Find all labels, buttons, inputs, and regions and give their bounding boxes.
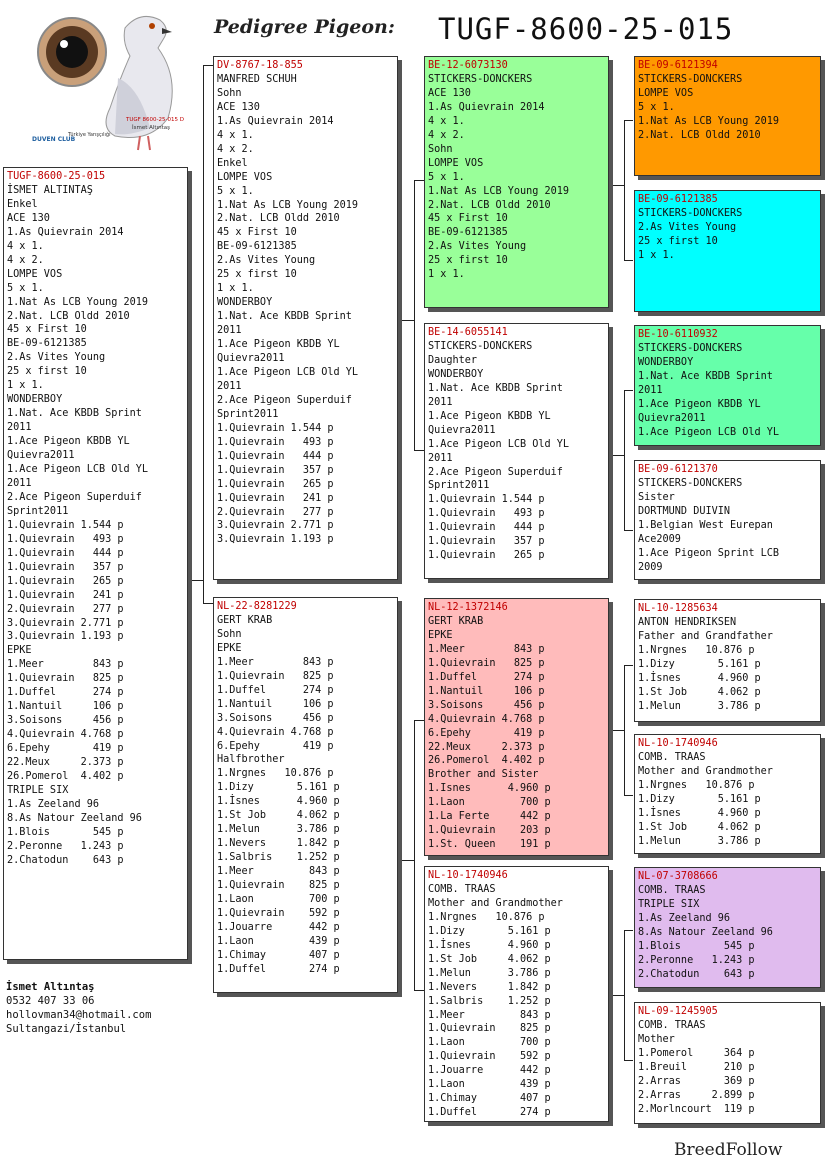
pedigree-line: 2011 [217, 380, 242, 392]
pedigree-line: 1.Ace Pigeon LCB Old YL [7, 464, 149, 476]
ring-number: BE-12-6073130 [428, 60, 508, 71]
pedigree-line: 2.As Vites Young [638, 221, 737, 233]
pedigree-line: WONDERBOY [217, 297, 273, 309]
owner-contact [6, 980, 151, 1036]
ring-number: NL-09-1245905 [638, 1006, 718, 1017]
pedigree-line: 1.Pomerol 364 p [638, 1047, 755, 1059]
connector [203, 65, 204, 581]
pedigree-line: 2.Nat. LCB Oldd 2010 [217, 213, 340, 225]
connector [612, 185, 624, 186]
pedigree-line: 1.As Quievrain 2014 [7, 226, 124, 238]
pedigree-line: Enkel [217, 157, 248, 169]
pedigree-line: 1.St Job 4.062 p [638, 686, 761, 698]
connector [612, 995, 624, 996]
pedigree-line: 3.Quievrain 1.193 p [217, 534, 334, 546]
pedigree-card-sds [634, 325, 821, 446]
pedigree-line: 1.Duffel 274 p [428, 671, 545, 683]
pedigree-line: 1.İsnes 4.960 p [638, 672, 761, 684]
pedigree-card-ddd [634, 1002, 821, 1124]
pedigree-line: 4 x 2. [7, 254, 44, 266]
pedigree-line: 2.Nat. LCB Oldd 2010 [638, 129, 761, 141]
pedigree-line: 1.Quievrain 1.544 p [217, 422, 334, 434]
pedigree-line: Sprint2011 [217, 408, 279, 420]
pedigree-line: 1.Quievrain 1.544 p [7, 519, 124, 531]
pedigree-line: 1.St Job 4.062 p [217, 810, 340, 822]
pedigree-line: Sprint2011 [428, 480, 490, 492]
pedigree-line: DORTMUND DUIVIN [638, 505, 731, 517]
connector [624, 260, 633, 261]
pedigree-line: 2.Arras 369 p [638, 1075, 755, 1087]
pedigree-line: 5 x 1. [7, 282, 44, 294]
pedigree-line: 1.Nrgnes 10.876 p [428, 911, 545, 923]
pedigree-line: 2.As Vites Young [428, 241, 527, 253]
pedigree-line: 1.Dizy 5.161 p [217, 782, 340, 794]
pedigree-line: 1.Ace Pigeon KBDB YL [428, 410, 551, 422]
connector [624, 930, 633, 931]
pedigree-line: 2.Nat. LCB Oldd 2010 [428, 199, 551, 211]
pedigree-card-dam-sire [424, 598, 609, 856]
pedigree-line: 1 x 1. [217, 283, 254, 295]
pedigree-line: 1.Isnes 4.960 p [428, 783, 551, 795]
pedigree-line: 2.Peronne 1.243 p [638, 954, 755, 966]
pedigree-line: EPKE [428, 629, 453, 641]
ring-number: NL-07-3708666 [638, 871, 718, 882]
pedigree-card-ssd [634, 190, 821, 312]
pedigree-line: 1.Quievrain 203 p [428, 825, 551, 837]
pedigree-line: STICKERS-DONCKERS [428, 340, 533, 352]
pedigree-line: STICKERS-DONCKERS [638, 73, 743, 85]
pedigree-line: 1 x 1. [638, 249, 675, 261]
pedigree-card-subject [3, 167, 188, 960]
pedigree-line: 4 x 2. [428, 129, 465, 141]
pedigree-line: 1.Meer 843 p [217, 656, 334, 668]
pedigree-line: 45 x First 10 [217, 227, 297, 239]
pedigree-line: 1.St. Queen 191 p [428, 839, 551, 851]
pedigree-line: 2.Chatodun 643 p [638, 968, 755, 980]
pedigree-line: STICKERS-DONCKERS [638, 342, 743, 354]
pedigree-line: Ace2009 [638, 533, 681, 545]
pedigree-line: ACE 130 [7, 212, 50, 224]
pedigree-line: 1.Laon 700 p [428, 797, 551, 809]
connector [624, 665, 625, 795]
connector [414, 720, 415, 860]
pedigree-line: 1.Laon 439 p [217, 935, 340, 947]
pedigree-line: 45 x First 10 [428, 213, 508, 225]
ring-number: NL-10-1740946 [428, 870, 508, 881]
pedigree-line: 2.Nat. LCB Oldd 2010 [7, 310, 130, 322]
pedigree-line: 1.Ace Pigeon KBDB YL [217, 339, 340, 351]
pedigree-line: ANTON HENDRIKSEN [638, 616, 737, 628]
pedigree-line: 1.Meer 843 p [7, 659, 124, 671]
pedigree-line: 1.Quievrain 444 p [217, 450, 334, 462]
pedigree-line: LOMPE VOS [7, 268, 63, 280]
pedigree-line: 1.Quievrain 265 p [217, 478, 334, 490]
pedigree-line: 25 x first 10 [638, 235, 718, 247]
pedigree-card-sss [634, 56, 821, 176]
pedigree-line: 3.Quievrain 1.193 p [7, 631, 124, 643]
pedigree-line: 1.Quievrain 825 p [7, 673, 124, 685]
club-logo: DUVEN CLUB [32, 136, 76, 143]
pedigree-line: 1.Salbris 1.252 p [217, 852, 340, 864]
pedigree-line: 1.Quievrain 357 p [217, 464, 334, 476]
connector [414, 720, 424, 721]
connector [624, 795, 633, 796]
pedigree-line: BE-09-6121385 [428, 227, 508, 239]
pedigree-card-dam-dam [424, 866, 609, 1122]
owner-phone: 0532 407 33 06 [6, 995, 95, 1007]
pedigree-line: Sohn [217, 87, 242, 99]
pedigree-line: WONDERBOY [428, 368, 484, 380]
pedigree-line: 1.As Zeeland 96 [7, 798, 100, 810]
connector [414, 180, 415, 320]
connector [414, 180, 424, 181]
pedigree-line: 1.Ace Pigeon LCB Old YL [217, 366, 359, 378]
pedigree-line: 1.Nat. Ace KBDB Sprint [217, 311, 352, 323]
pedigree-line: 1.Duffel 274 p [217, 684, 334, 696]
pedigree-line: 1.Blois 545 p [7, 826, 124, 838]
pedigree-line: Mother and Grandmother [428, 897, 563, 909]
pedigree-line: Father and Grandfather [638, 630, 773, 642]
connector [624, 530, 633, 531]
pedigree-line: 1.İsnes 4.960 p [638, 807, 761, 819]
ring-number: BE-09-6121394 [638, 60, 718, 71]
pedigree-line: 26.Pomerol 4.402 p [428, 755, 545, 767]
pedigree-line: Brother and Sister [428, 769, 539, 781]
connector [398, 320, 415, 321]
pedigree-line: Quievra2011 [428, 424, 496, 436]
pedigree-line: STICKERS-DONCKERS [638, 207, 743, 219]
pedigree-line: 1.Quievrain 825 p [428, 657, 545, 669]
pedigree-line: 1.Quievrain 1.544 p [428, 494, 545, 506]
pedigree-line: 1.Meer 843 p [428, 643, 545, 655]
connector [414, 320, 415, 450]
pedigree-line: STICKERS-DONCKERS [428, 73, 533, 85]
pedigree-card-sdd [634, 460, 821, 580]
owner-location: Sultangazi/İstanbul [6, 1023, 127, 1035]
pedigree-line: 2.Ace Pigeon Superduif [7, 491, 142, 503]
pedigree-line: Quievra2011 [7, 450, 75, 462]
pedigree-line: 1.As Quievrain 2014 [217, 115, 334, 127]
pedigree-line: 1.Nat As LCB Young 2019 [217, 199, 359, 211]
pedigree-line: 1.Quievrain 825 p [428, 1023, 551, 1035]
pedigree-line: 2011 [7, 477, 32, 489]
pedigree-line: 2.Ace Pigeon Superduif [217, 394, 352, 406]
pedigree-line: BE-09-6121385 [217, 241, 297, 253]
pedigree-line: 1.Belgian West Eurepan [638, 519, 773, 531]
pedigree-line: 2011 [638, 384, 663, 396]
pedigree-line: Daughter [428, 354, 478, 366]
pedigree-line: 1.Dizy 5.161 p [638, 793, 761, 805]
ring-number: NL-10-1740946 [638, 738, 718, 749]
pedigree-line: 1.Jouarre 442 p [428, 1065, 551, 1077]
pedigree-line: TRIPLE SIX [638, 898, 700, 910]
pedigree-line: Mother [638, 1033, 675, 1045]
pedigree-line: COMB. TRAAS [638, 1019, 706, 1031]
pedigree-line: 1.Meer 843 p [428, 1009, 551, 1021]
pedigree-line: 2.Quievrain 277 p [217, 506, 334, 518]
pedigree-line: 1.As Quievrain 2014 [428, 101, 545, 113]
pedigree-line: 1.Nat As LCB Young 2019 [7, 296, 149, 308]
page-title-ring: TUGF-8600-25-015 [438, 12, 734, 46]
connector [624, 1060, 633, 1061]
connector [624, 665, 633, 666]
ring-number: NL-12-1372146 [428, 602, 508, 613]
pedigree-line: 1.İsnes 4.960 p [428, 939, 551, 951]
pedigree-line: 1.Ace Pigeon LCB Old YL [428, 438, 570, 450]
pedigree-line: 1.St Job 4.062 p [428, 953, 551, 965]
pedigree-line: ACE 130 [217, 101, 260, 113]
pedigree-line: 1.Nat As LCB Young 2019 [638, 115, 780, 127]
pedigree-line: 4.Quievrain 4.768 p [428, 713, 545, 725]
pedigree-line: 1.Quievrain 592 p [217, 907, 340, 919]
pedigree-line: EPKE [217, 642, 242, 654]
pedigree-line: 1.Dizy 5.161 p [428, 925, 551, 937]
pedigree-line: 1 x 1. [428, 269, 465, 281]
pedigree-line: 6.Epehy 419 p [217, 740, 334, 752]
pedigree-line: 1.Quievrain 825 p [217, 880, 340, 892]
pedigree-card-sire-dam [424, 323, 609, 579]
pedigree-line: TRIPLE SIX [7, 784, 69, 796]
sponsor-logo: Türkiye Yarışçılığı [68, 132, 111, 138]
ring-number: BE-09-6121370 [638, 464, 718, 475]
connector [624, 390, 633, 391]
pedigree-line: 1.Jouarre 442 p [217, 921, 340, 933]
pedigree-line: 2.Peronne 1.243 p [7, 840, 124, 852]
pedigree-line: 1.Nat As LCB Young 2019 [428, 185, 570, 197]
pedigree-card-sire [213, 56, 398, 580]
pedigree-line: 1.Nat. Ace KBDB Sprint [428, 382, 563, 394]
connector [203, 580, 204, 604]
connector [188, 580, 204, 581]
pedigree-line: 6.Epehy 419 p [7, 743, 124, 755]
pedigree-line: 1.Duffel 274 p [217, 963, 340, 975]
pedigree-card-dds [634, 867, 821, 988]
pedigree-line: 1.Nrgnes 10.876 p [638, 779, 755, 791]
pedigree-line: 2011 [7, 422, 32, 434]
footer-brand: BreedFollow [674, 1140, 783, 1160]
connector [612, 455, 624, 456]
pedigree-line: 1.Quievrain 493 p [217, 436, 334, 448]
pedigree-line: Enkel [7, 198, 38, 210]
connector [203, 65, 213, 66]
photo-caption-ring: TUGF 8600-25-015 D [126, 117, 185, 123]
pedigree-line: COMB. TRAAS [638, 751, 706, 763]
pedigree-line: 1.Quievrain 444 p [7, 547, 124, 559]
page-title-label: Pedigree Pigeon: [214, 16, 395, 38]
connector [398, 860, 415, 861]
pedigree-line: 1.Nevers 1.842 p [217, 838, 340, 850]
pedigree-line: 4 x 1. [428, 115, 465, 127]
pedigree-line: 1.Duffel 274 p [7, 687, 124, 699]
pedigree-line: STICKERS-DONCKERS [638, 477, 743, 489]
pedigree-line: 22.Meux 2.373 p [428, 741, 545, 753]
pedigree-line: WONDERBOY [7, 394, 63, 406]
pedigree-line: GERT KRAB [217, 614, 273, 626]
ring-number: BE-09-6121385 [638, 194, 718, 205]
pedigree-line: 2011 [428, 452, 453, 464]
pedigree-line: 1.Dizy 5.161 p [638, 658, 761, 670]
ring-number: TUGF-8600-25-015 [7, 171, 106, 182]
pedigree-line: 4 x 2. [217, 143, 254, 155]
photo-caption-owner: İsmet Altıntaş [132, 125, 170, 131]
pedigree-line: 26.Pomerol 4.402 p [7, 770, 124, 782]
pedigree-line: 2009 [638, 561, 663, 573]
pedigree-line: 1.As Zeeland 96 [638, 912, 731, 924]
pedigree-line: BE-09-6121385 [7, 338, 87, 350]
pedigree-line: 1.Quievrain 592 p [428, 1051, 551, 1063]
pedigree-line: Halfbrother [217, 754, 285, 766]
pedigree-line: 1.Ace Pigeon KBDB YL [7, 436, 130, 448]
connector [414, 860, 415, 990]
pedigree-line: Sprint2011 [7, 505, 69, 517]
pedigree-line: 1.Meer 843 p [217, 866, 340, 878]
pedigree-line: Sister [638, 491, 675, 503]
ring-number: BE-14-6055141 [428, 327, 508, 338]
pedigree-line: 1.Nat. Ace KBDB Sprint [7, 408, 142, 420]
pedigree-line: 2.Morlncourt 119 p [638, 1103, 755, 1115]
pedigree-line: LOMPE VOS [428, 157, 484, 169]
pedigree-line: 25 x first 10 [428, 255, 508, 267]
pedigree-line: 2.As Vites Young [7, 352, 106, 364]
pedigree-line: 45 x First 10 [7, 324, 87, 336]
ring-number: DV-8767-18-855 [217, 60, 303, 71]
pedigree-line: 1.Quievrain 241 p [217, 492, 334, 504]
pedigree-line: Mother and Grandmother [638, 765, 773, 777]
pedigree-line: 1.Melun 3.786 p [428, 967, 551, 979]
pedigree-line: 1.Quievrain 357 p [7, 561, 124, 573]
pedigree-line: 22.Meux 2.373 p [7, 757, 124, 769]
ring-number: NL-22-8281229 [217, 601, 297, 612]
pedigree-line: 1.Duffel 274 p [428, 1107, 551, 1119]
pedigree-line: 2011 [217, 325, 242, 337]
pedigree-line: 1.Blois 545 p [638, 940, 755, 952]
pedigree-line: 1.Quievrain 493 p [7, 533, 124, 545]
owner-name: İsmet Altıntaş [6, 981, 95, 993]
pedigree-line: 1.Quievrain 357 p [428, 536, 545, 548]
pedigree-line: WONDERBOY [638, 356, 694, 368]
pedigree-line: 1.Nat. Ace KBDB Sprint [638, 370, 773, 382]
pedigree-line: 1.Chimay 407 p [217, 949, 340, 961]
pedigree-line: 1.İsnes 4.960 p [217, 796, 340, 808]
pedigree-line: 1.Breuil 210 p [638, 1061, 755, 1073]
pedigree-line: 1.Laon 700 p [428, 1037, 551, 1049]
pedigree-line: 1.Ace Pigeon Sprint LCB [638, 547, 780, 559]
pedigree-line: LOMPE VOS [638, 87, 694, 99]
pedigree-line: 4.Quievrain 4.768 p [217, 726, 334, 738]
pedigree-card-dss [634, 599, 821, 722]
connector [612, 730, 624, 731]
pedigree-line: 1.Ace Pigeon KBDB YL [638, 398, 761, 410]
pedigree-line: GERT KRAB [428, 615, 484, 627]
connector [624, 390, 625, 530]
pedigree-line: 2.Arras 2.899 p [638, 1089, 755, 1101]
pedigree-line: 3.Soisons 456 p [217, 712, 334, 724]
pedigree-line: 1.Chimay 407 p [428, 1093, 551, 1105]
pedigree-line: 8.As Natour Zeeland 96 [638, 926, 773, 938]
pedigree-line: 2.As Vites Young [217, 255, 316, 267]
pedigree-line: LOMPE VOS [217, 171, 273, 183]
pedigree-line: 25 x first 10 [217, 269, 297, 281]
pedigree-line: 1.Quievrain 265 p [7, 575, 124, 587]
pedigree-line: 1.Laon 439 p [428, 1079, 551, 1091]
pedigree-line: 2.Chatodun 643 p [7, 854, 124, 866]
pedigree-line: 1.Ace Pigeon LCB Old YL [638, 426, 780, 438]
connector [624, 120, 633, 121]
pedigree-line: ACE 130 [428, 87, 471, 99]
pedigree-line: 1.Quievrain 265 p [428, 550, 545, 562]
pedigree-line: 1.Melun 3.786 p [638, 835, 761, 847]
pedigree-line: 3.Soisons 456 p [7, 715, 124, 727]
pedigree-line: COMB. TRAAS [638, 884, 706, 896]
pigeon-photo [30, 8, 190, 153]
connector [624, 930, 625, 1060]
pedigree-line: 5 x 1. [217, 185, 254, 197]
pedigree-card-sire-sire [424, 56, 609, 308]
pedigree-line: 3.Soisons 456 p [428, 699, 545, 711]
pedigree-line: 4.Quievrain 4.768 p [7, 729, 124, 741]
pedigree-line: 4 x 1. [7, 240, 44, 252]
pedigree-line: Sohn [428, 143, 453, 155]
pedigree-line: 1.Salbris 1.252 p [428, 995, 551, 1007]
pedigree-line: 1.Laon 700 p [217, 894, 340, 906]
pedigree-line: Quievra2011 [217, 353, 285, 365]
pedigree-line: 1.Quievrain 493 p [428, 508, 545, 520]
pedigree-line: 4 x 1. [217, 129, 254, 141]
pedigree-line: 1.Nrgnes 10.876 p [638, 644, 755, 656]
pedigree-line: 1.Quievrain 241 p [7, 589, 124, 601]
pedigree-card-dam [213, 597, 398, 993]
pedigree-line: 6.Epehy 419 p [428, 727, 545, 739]
pedigree-line: 1.La Ferte 442 p [428, 811, 551, 823]
pedigree-line: 1.Quievrain 825 p [217, 670, 334, 682]
pedigree-line: COMB. TRAAS [428, 883, 496, 895]
connector [414, 990, 424, 991]
pedigree-line: 2.Quievrain 277 p [7, 603, 124, 615]
pedigree-line: 5 x 1. [428, 171, 465, 183]
pedigree-line: 5 x 1. [638, 101, 675, 113]
pedigree-line: 2011 [428, 396, 453, 408]
connector [624, 120, 625, 260]
pedigree-line: MANFRED SCHUH [217, 73, 297, 85]
pedigree-line: 8.As Natour Zeeland 96 [7, 812, 142, 824]
pedigree-line: 1.Nrgnes 10.876 p [217, 768, 334, 780]
connector [203, 603, 213, 604]
pedigree-line: 1.Melun 3.786 p [638, 700, 761, 712]
connector [414, 450, 424, 451]
ring-number: NL-10-1285634 [638, 603, 718, 614]
pedigree-line: EPKE [7, 645, 32, 657]
pedigree-line: 1.Nantuil 106 p [7, 701, 124, 713]
pedigree-line: 1.St Job 4.062 p [638, 821, 761, 833]
pedigree-line: 25 x first 10 [7, 366, 87, 378]
pedigree-line: 3.Quievrain 2.771 p [7, 617, 124, 629]
pedigree-line: 1.Nevers 1.842 p [428, 981, 551, 993]
pedigree-line: 1 x 1. [7, 380, 44, 392]
pedigree-line: 3.Quievrain 2.771 p [217, 520, 334, 532]
owner-email: hollovman34@hotmail.com [6, 1009, 152, 1021]
pedigree-line: İSMET ALTINTAŞ [7, 184, 93, 196]
pedigree-line: 2.Ace Pigeon Superduif [428, 466, 563, 478]
pedigree-line: 1.Quievrain 444 p [428, 522, 545, 534]
pedigree-line: Quievra2011 [638, 412, 706, 424]
ring-number: BE-10-6110932 [638, 329, 718, 340]
pedigree-line: Sohn [217, 628, 242, 640]
pedigree-card-dsd [634, 734, 821, 854]
pedigree-line: 1.Nantuil 106 p [217, 698, 334, 710]
pedigree-line: 1.Melun 3.786 p [217, 824, 340, 836]
pedigree-line: 1.Nantuil 106 p [428, 685, 545, 697]
